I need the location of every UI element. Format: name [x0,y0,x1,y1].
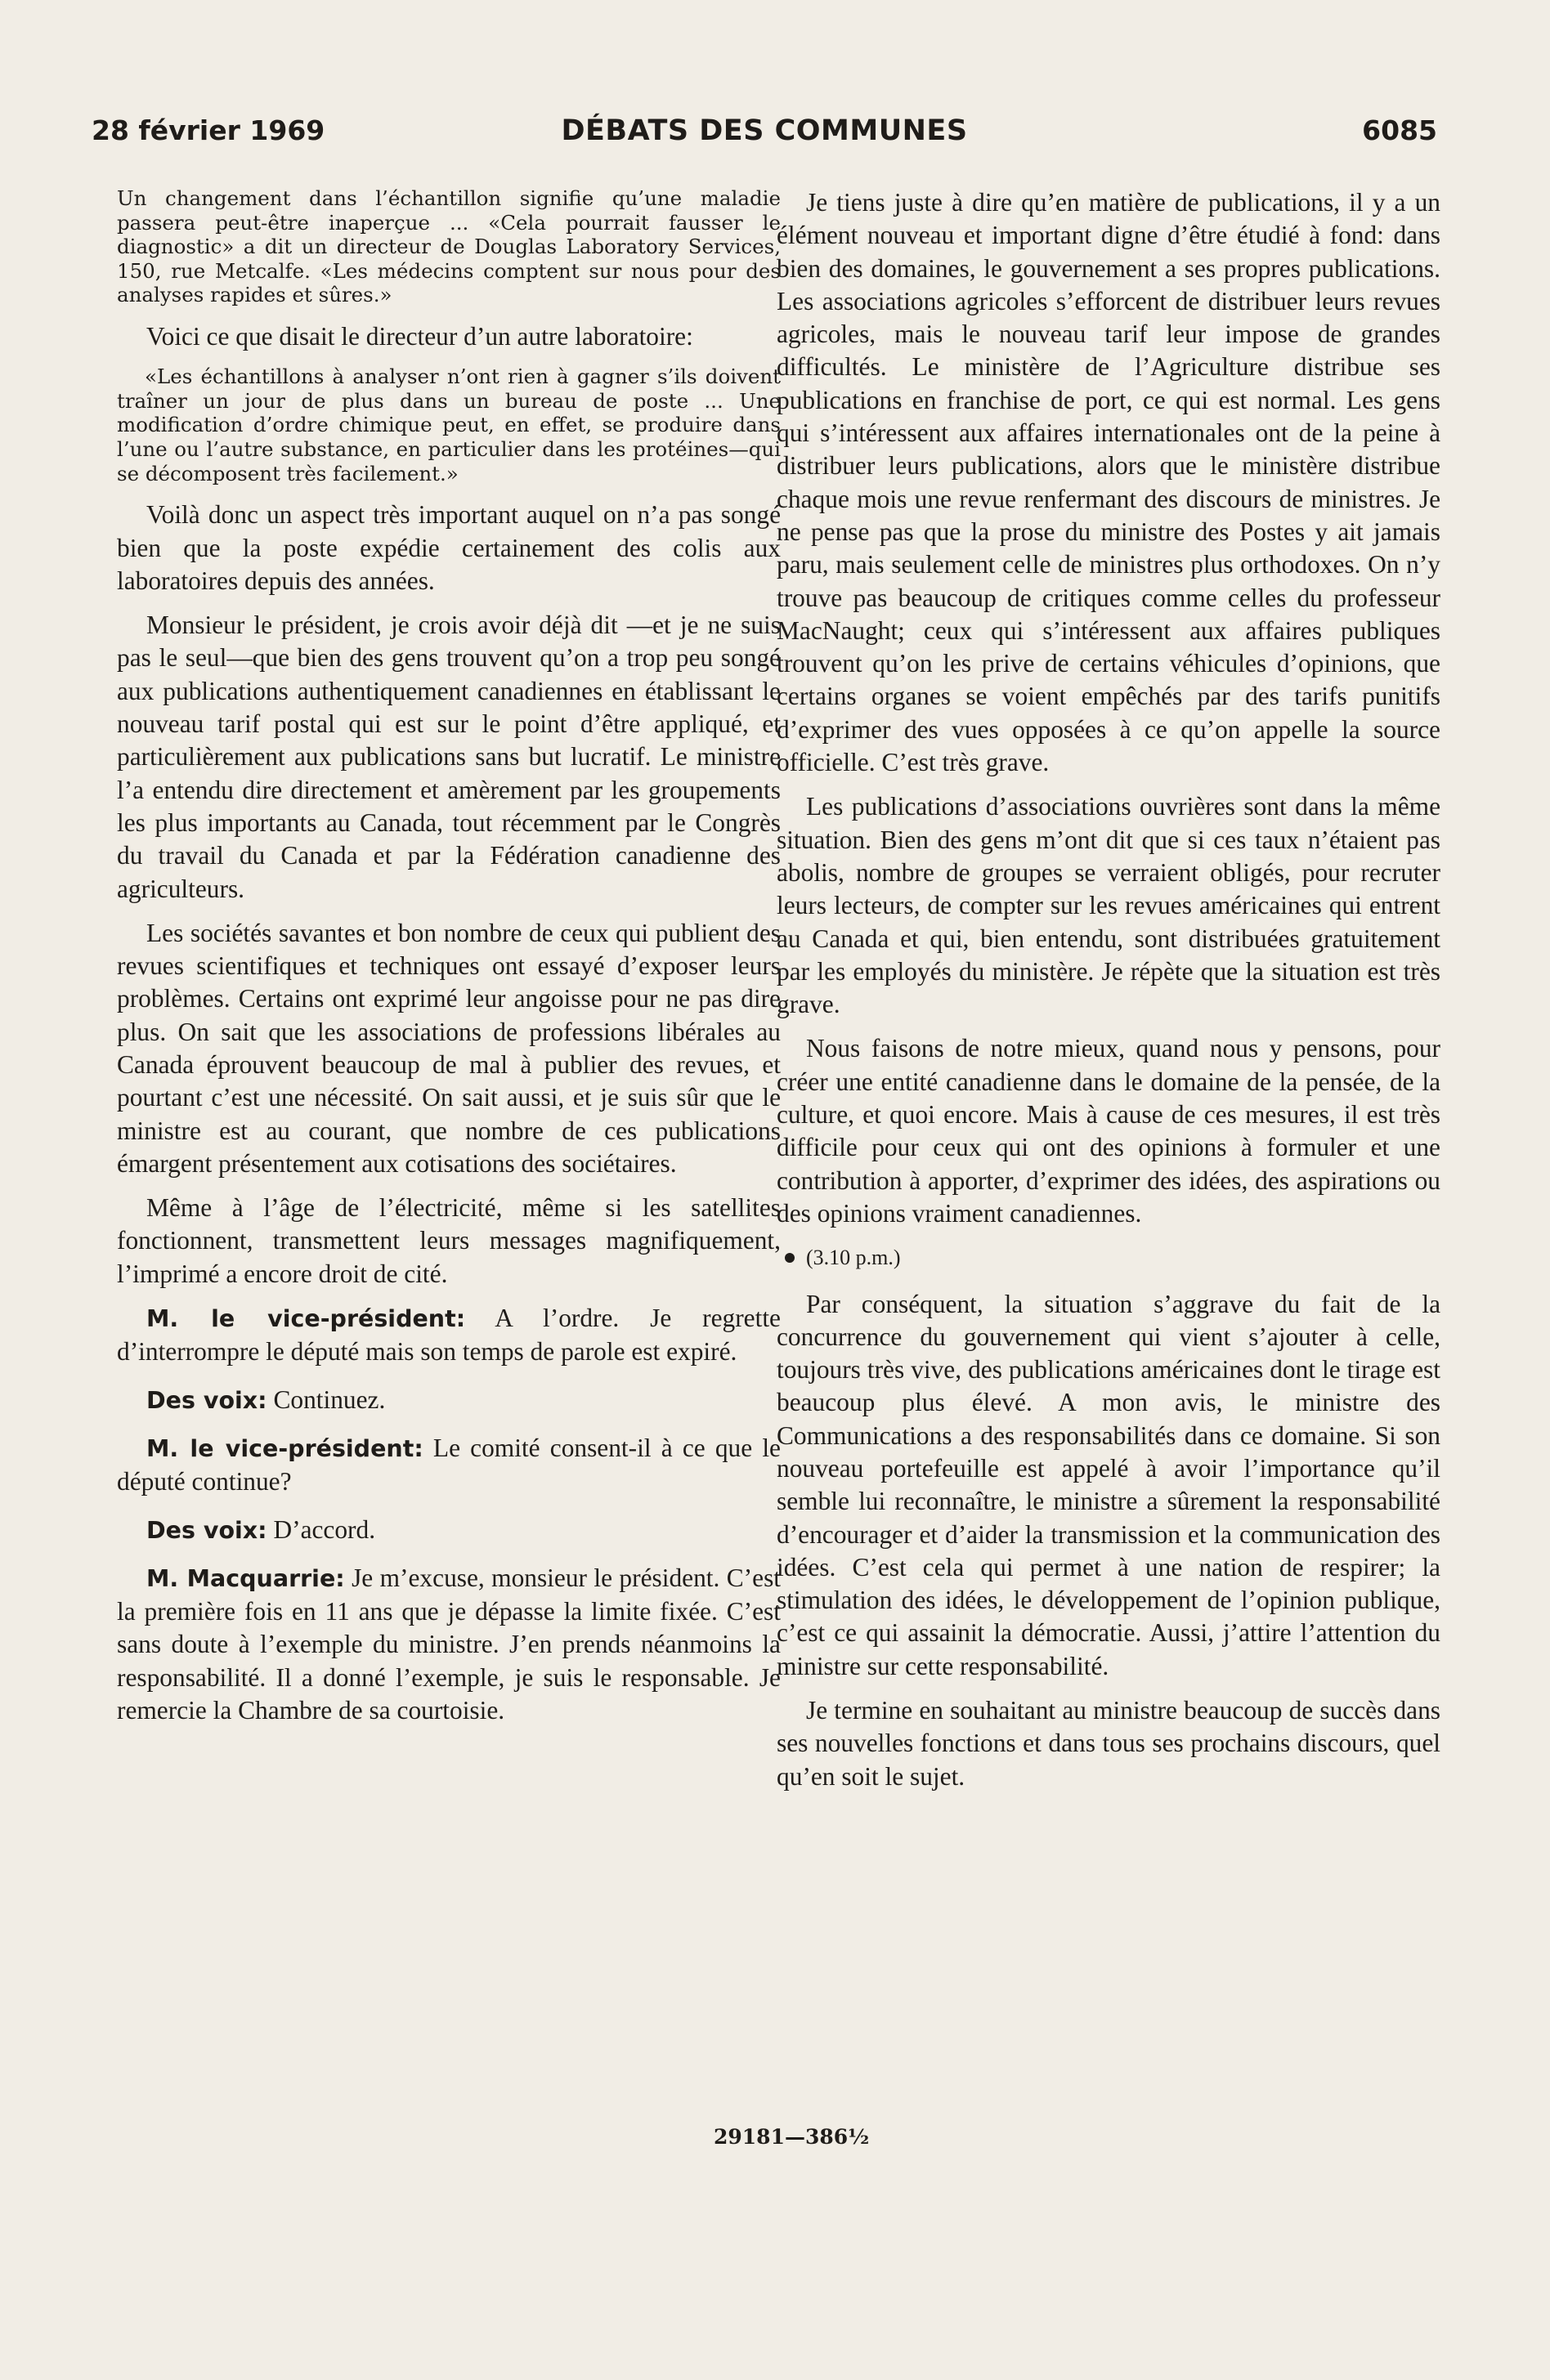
speaker-name: M. le vice-président: [146,1305,466,1333]
speaker-paragraph [117,1514,781,1547]
left-column [117,186,781,1742]
quote-paragraph: Un changement dans l’échantillon signifie qu’une maladie passera peut-être inaperçue ... «Cela pourrait fausser le diagnostic» a dit un directeur de Douglas Laboratory Services, 150, rue Metcalfe. «Les médecins comptent sur nous pour des analyses rapides et sûres.» [117,186,781,307]
speaker-paragraph [117,1432,781,1499]
speaker-text: Le comité consent-il à ce que le député continue? [117,1433,781,1496]
page-number: 6085 [1362,114,1437,146]
header-title: DÉBATS DES COMMUNES [561,114,968,147]
speaker-name: Des voix: [146,1516,267,1544]
body-paragraph: Les publications d’associations ouvrières sont dans la même situation. Bien des gens m’ont dit que si ces taux n’étaient pas abolis, nombre de groupes se verraient obligés, pour recruter leurs lecteurs, de compter sur les revues américaines qui entrent au Canada et qui, bien entendu, sont distribuées gratuitement par les employés du ministère. Je répète que la situation est très grave. [777,792,1440,1019]
body-paragraph: Je termine en souhaitant au ministre beaucoup de succès dans ses nouvelles fonctions et dans tous ses prochains discours, quel qu’en soit le sujet. [777,1696,1440,1791]
body-paragraph: Voilà donc un aspect très important auquel on n’a pas songé bien que la poste expédie certainement des colis aux laboratoires depuis des années. [117,500,781,595]
body-paragraph: Je tiens juste à dire qu’en matière de publications, il y a un élément nouveau et important digne d’être étudié à fond: dans bien des domaines, le gouvernement a ses propres publications. Les associations agricoles s’efforcent de distribuer leurs revues agricoles, mais le nouveau tarif leur impose de grandes difficultés. Le ministère de l’Agriculture distribue ses publications en franchise de port, ce qui est normal. Les gens qui s’intéressent aux affaires internationales ont de la peine à distribuer leurs publications, alors que le ministère distribue chaque mois une revue renfermant des discours de ministres. Je ne pense pas que la prose du ministre des Postes y ait jamais paru, mais seulement celle de ministres plus orthodoxes. On n’y trouve pas beaucoup de critiques comme celles du professeur MacNaught; ceux qui s’intéressent aux affaires publiques trouvent qu’on les prive de certains véhicules d’opinions, que certains organes se voient empêchés par des tarifs punitifs d’exprimer des vues opposées à ce qu’on appelle la source officielle. C’est très grave. [777,188,1440,777]
header-date: 28 février 1969 [92,114,325,146]
bullet-icon [785,1253,795,1263]
speaker-paragraph [117,1302,781,1369]
speaker-paragraph [117,1384,781,1417]
speaker-text: D’accord. [267,1514,376,1544]
page-header [92,114,1437,160]
quote-paragraph: «Les échantillons à analyser n’ont rien à gagner s’ils doivent traîner un jour de plus dans un bureau de poste ... Une modification d’ordre chimique peut, en effet, se produire dans l’une ou l’autre substance, en particulier dans les protéines—qui se décomposent très facilement.» [117,365,781,485]
speaker-name: Des voix: [146,1386,267,1414]
speaker-name: M. Macquarrie: [146,1564,345,1592]
body-paragraph: Même à l’âge de l’électricité, même si les satellites fonctionnent, transmettent leurs messages magnifiquement, l’imprimé a encore droit de cité. [117,1193,781,1288]
speaker-text: Continuez. [267,1385,386,1414]
body-paragraph: Voici ce que disait le directeur d’un autre laboratoire: [146,321,693,351]
speaker-text: A l’ordre. Je regrette d’interrompre le député mais son temps de parole est expiré. [117,1304,781,1367]
speaker-text: Je m’excuse, monsieur le président. C’est la première fois en 11 ans que je dépasse la limite fixée. C’est sans doute à l’exemple du ministre. J’en prends néanmoins la responsabilité. Il a donné l’exemple, je suis le responsable. Je remercie la Chambre de sa courtoisie. [117,1563,782,1725]
footer-print-code: 29181—386½ [714,2125,870,2149]
right-column [777,186,1440,1805]
body-paragraph: Par conséquent, la situation s’aggrave du fait de la concurrence du gouvernement qui vient s’ajouter à celle, toujours très vive, des publications américaines dont le tirage est beaucoup plus élevé. A mon avis, le ministre des Communications a des responsabilités dans ce domaine. Si son nouveau portefeuille est appelé à avoir l’importance qu’il semble lui reconnaître, le ministre a sûrement la responsabilité d’encourager et d’aider la transmission et la communication des idées. C’est cela qui permet à une nation de respirer; la stimulation des idées, le développement de l’opinion publique, c’est ce qui assainit la démocratie. Aussi, j’attire l’attention du ministre sur cette responsabilité. [777,1289,1440,1680]
body-paragraph: Monsieur le président, je crois avoir déjà dit —et je ne suis pas le seul—que bien des gens trouvent qu’on a trop peu songé aux publications authentiquement canadiennes en établissant le nouveau tarif postal qui est sur le point d’être appliqué, et particulièrement aux publications sans but lucratif. Le ministre l’a entendu dire directement et amèrement par les groupements les plus importants au Canada, tout récemment par le Congrès du travail du Canada et par la Fédération canadienne des agriculteurs. [117,611,781,903]
time-marker [785,1241,1440,1274]
body-paragraph: Les sociétés savantes et bon nombre de ceux qui publient des revues scientifiques et techniques ont essayé d’exposer leurs problèmes. Certains ont exprimé leur angoisse pour ne pas dire plus. On sait que les associations de professions libérales au Canada éprouvent beaucoup de mal à publier des revues, et pourtant c’est une nécessité. On sait aussi, et je suis sûr que le ministre est au courant, que nombre de ces publications émargent présentement aux cotisations des sociétaires. [117,918,781,1178]
time-stamp: (3.10 p.m.) [806,1246,901,1270]
speaker-paragraph [117,1562,781,1727]
speaker-name: M. le vice-président: [146,1434,423,1462]
body-paragraph: Nous faisons de notre mieux, quand nous y pensons, pour créer une entité canadienne dans le domaine de la pensée, de la culture, et quoi encore. Mais à cause de ces mesures, il est très difficile pour ceux qui ont des opinions à formuler et une contribution à apporter, d’exprimer des idées, des aspirations ou des opinions vraiment canadiennes. [777,1034,1440,1228]
